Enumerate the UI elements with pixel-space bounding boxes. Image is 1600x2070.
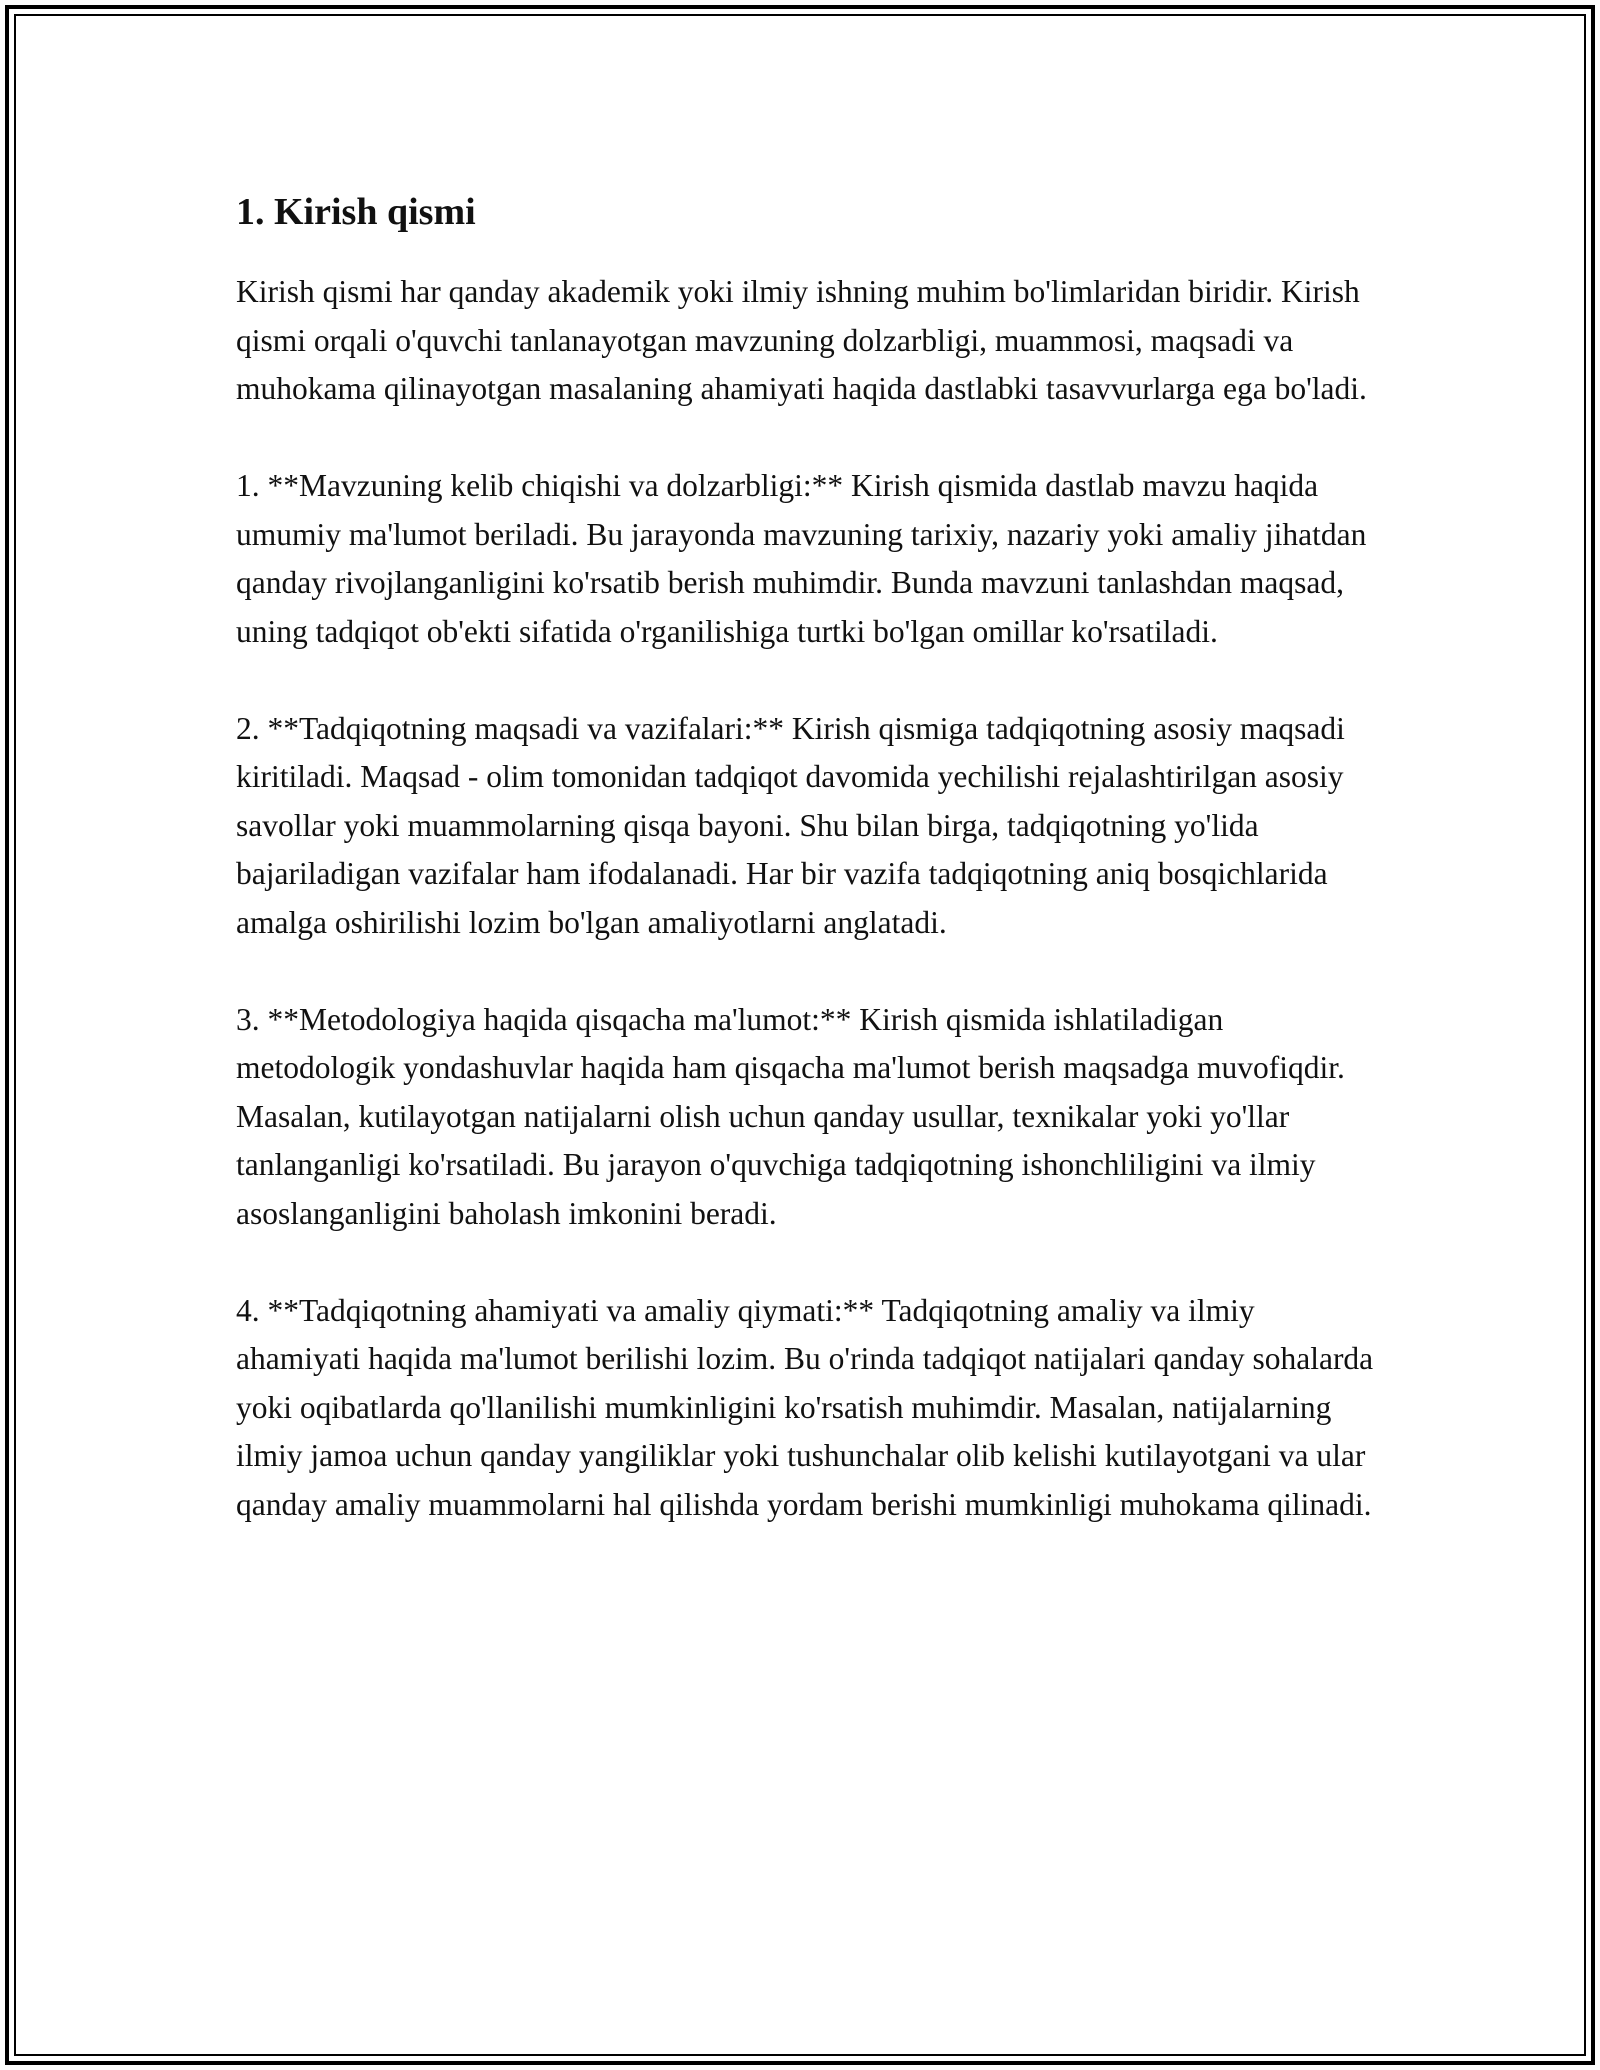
list-item-topic-relevance: 1. **Mavzuning kelib chiqishi va dolzarbligi:** Kirish qismida dastlab mavzu haqida umumiy ma'lumot beriladi. Bu jarayonda mavzuning tarixiy, nazariy yoki amaliy jihatdan qanday rivojlanganligini ko'rsatib berish muhimdir. Bunda mavzuni tanlashdan maqsad, uning tadqiqot ob'ekti sifatida o'rganilishiga turtki bo'lgan omillar ko'rsatiladi. — [236, 468, 1367, 649]
list-item-significance: 4. **Tadqiqotning ahamiyati va amaliy qiymati:** Tadqiqotning amaliy va ilmiy ahamiyati haqida ma'lumot berilishi lozim. Bu o'rinda tadqiqot natijalari qanday sohalarda yoki oqibatlarda qo'llanilishi mumkinligini ko'rsatish muhimdir. Masalan, natijalarning ilmiy jamoa uchun qanday yangiliklar yoki tushunchalar olib kelishi kutilayotgani va ular qanday amaliy muammolarni hal qilishda yordam berishi mumkinligi muhokama qilinadi. — [236, 1292, 1374, 1522]
list-item-methodology: 3. **Metodologiya haqida qisqacha ma'lumot:** Kirish qismida ishlatiladigan metodologik yondashuvlar haqida ham qisqacha ma'lumot berish maqsadga muvofiqdir. Masalan, kutilayotgan natijalarni olish uchun qanday usullar, texnikalar yoki yo'llar tanlanganligi ko'rsatiladi. Bu jarayon o'quvchiga tadqiqotning ishonchliligini va ilmiy asoslanganligini baholash imkonini beradi. — [236, 1001, 1345, 1231]
document-body — [236, 186, 1376, 1578]
list-item-goals-tasks: 2. **Tadqiqotning maqsadi va vazifalari:** Kirish qismiga tadqiqotning asosiy maqsadi kiritiladi. Maqsad - olim tomonidan tadqiqot davomida yechilishi rejalashtirilgan asosiy savollar yoki muammolarning qisqa bayoni. Shu bilan birga, tadqiqotning yo'lida bajariladigan vazifalar ham ifodalanadi. Har bir vazifa tadqiqotning aniq bosqichlarida amalga oshirilishi lozim bo'lgan amaliyotlarni anglatadi. — [236, 710, 1345, 940]
section-heading: 1. Kirish qismi — [236, 191, 476, 233]
intro-paragraph: Kirish qismi har qanday akademik yoki ilmiy ishning muhim bo'limlaridan biridir. Kirish qismi orqali o'quvchi tanlanayotgan mavzuning dolzarbligi, muammosi, maqsadi va muhokama qilinayotgan masalaning ahamiyati haqida dastlabki tasavvurlarga ega bo'ladi. — [236, 274, 1367, 406]
